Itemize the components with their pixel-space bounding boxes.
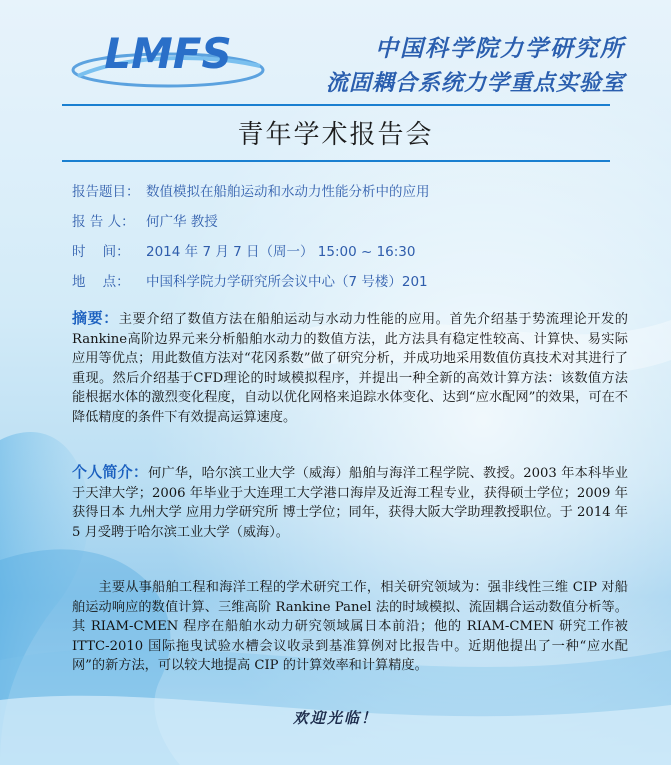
topic-label: 报告题目： (72, 184, 140, 200)
place-label: 地 点： (72, 274, 130, 290)
bio-label: 个人简介： (72, 463, 149, 481)
lmfs-logo (68, 24, 268, 94)
title-rule-bottom (62, 160, 610, 162)
abstract-label: 摘要： (72, 309, 119, 327)
time-label: 时 间： (72, 244, 130, 260)
time-value: 2014 年 7 月 7 日（周一） 15:00 ~ 16:30 (146, 244, 416, 260)
topic-value: 数值模拟在船舶运动和水动力性能分析中的应用 (146, 184, 430, 200)
title-rule-top (62, 104, 610, 106)
bio-text-1: 何广华，哈尔滨工业大学（威海）船舶与海洋工程学院、教授。2003 年本科毕业于天津大学；2006 年毕业于大连理工大学港口海岸及近海工程专业，获得硕士学位；2009 年获得日本 九州大学 应用力学研究所 博士学位；同年，获得大阪大学助理教授职位。于 2014 年 5 月受聘于哈尔滨工业大学（威海）。 (72, 466, 628, 540)
page-title: 青年学术报告会 (237, 120, 434, 150)
abstract-text: 主要介绍了数值方法在船舶运动与水动力性能的应用。首先介绍基于势流理论开发的Rankine高阶边界元来分析船舶水动力的数值方法，此方法具有稳定性较高、计算快、易实际应用等优点；用此数值方法对“花冈系数”做了研究分析，并成功地采用数值仿真技术对其进行了重现。然后介绍基于CFD理论的时域模拟程序，并提出一种全新的高效计算方法：该数值方法能根据水体的激烈变化程度，自动以优化网格来追踪水体变化、达到“应水配网”的效果，可在不降低精度的条件下有效提高运算速度。 (72, 312, 628, 425)
bio-paragraph-1 (72, 463, 628, 542)
info-row-time (72, 240, 416, 260)
bio-paragraph-2: 主要从事船舶工程和海洋工程的学术研究工作，相关研究领域为：强非线性三维 CIP 对船舶运动响应的数值计算、三维高阶 Rankine Panel 法的时域模拟、流固耦合运动数值分析等。其 RIAM-CMEN 程序在船舶水动力研究领域属日本前沿；他的 RIAM-CMEN 研究工作被 ITTC-2010 国际拖曳试验水槽会议收录到基准算例对比报告中。近期他提出了一种“应水配网”的新方法，可以较大地提高 CIP 的计算效率和计算精度。 (72, 580, 628, 673)
speaker-label: 报 告 人： (72, 214, 135, 230)
abstract-paragraph (72, 309, 628, 427)
info-row-place (72, 270, 428, 290)
info-row-speaker (72, 210, 218, 230)
place-value: 中国科学院力学研究所会议中心（7 号楼）201 (146, 274, 428, 290)
speaker-value: 何广华 教授 (146, 214, 218, 230)
logo-text: LMFS (104, 29, 232, 78)
info-row-topic (72, 180, 430, 200)
lab-name: 流固耦合系统力学重点实验室 (325, 70, 625, 96)
welcome-text: 欢迎光临！ (292, 709, 378, 727)
institute-name: 中国科学院力学研究所 (375, 35, 625, 62)
